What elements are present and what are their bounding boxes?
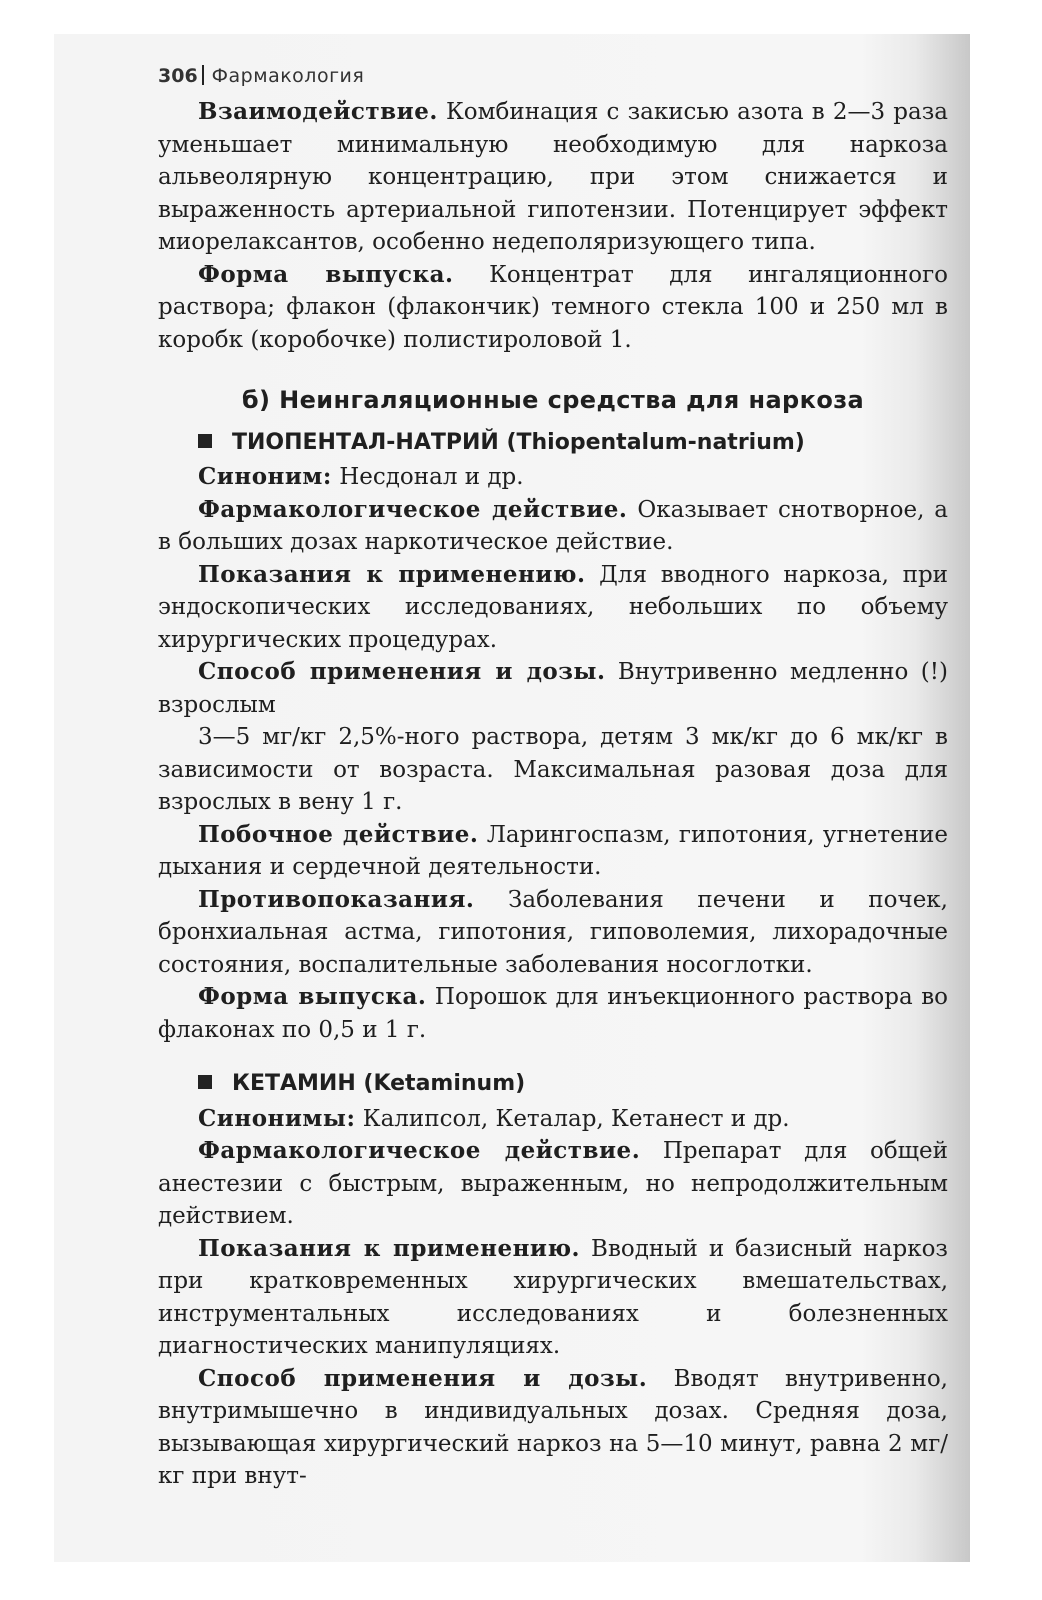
paragraph-release-form bbox=[158, 981, 948, 1046]
drug-name: КЕТАМИН (Ketaminum) bbox=[232, 1071, 526, 1096]
paragraph-label: Способ применения и дозы. bbox=[198, 658, 606, 685]
paragraph-synonym bbox=[158, 461, 948, 494]
scanned-page bbox=[54, 34, 970, 1562]
paragraph-contraindications bbox=[158, 884, 948, 982]
paragraph-label: Взаимодействие. bbox=[198, 98, 438, 125]
paragraph-label: Противопоказания. bbox=[198, 885, 475, 913]
paragraph-text: 3—5 мг/кг 2,5%-ного раствора, детям 3 мк/кг до 6 мк/кг в зависимости от возраста. Максимальная разовая доза для взрослых в вену 1 г. bbox=[158, 724, 948, 815]
paragraph-text: Вводный и базисный наркоз при кратковременных хирургических вмешательствах, инструментальных исследованиях и болезненных диагностических манипуляциях. bbox=[158, 1235, 948, 1359]
paragraph-label: Форма выпуска. bbox=[198, 260, 454, 288]
paragraph-label: Побочное действие. bbox=[198, 820, 479, 848]
page-text bbox=[158, 60, 948, 1493]
paragraph-interaction bbox=[158, 96, 948, 259]
square-bullet-icon bbox=[198, 434, 212, 448]
paragraph-label: Форма выпуска. bbox=[198, 983, 427, 1010]
running-head bbox=[158, 60, 948, 90]
paragraph-label: Способ применения и дозы. bbox=[198, 1364, 648, 1392]
paragraph-text: Порошок для инъекционного раствора во флаконах по 0,5 и 1 г. bbox=[158, 984, 948, 1043]
paragraph-dosage bbox=[158, 656, 948, 721]
paragraph-indications bbox=[158, 559, 948, 657]
square-bullet-icon bbox=[198, 1075, 212, 1089]
paragraph-release-form bbox=[158, 259, 948, 357]
section-title: б) Неингаляционные средства для наркоза bbox=[241, 386, 865, 414]
paragraph-pharmacological-action bbox=[158, 494, 948, 559]
paragraph-side-effects bbox=[158, 819, 948, 884]
paragraph-text: Несдонал и др. bbox=[331, 464, 524, 490]
drug-heading-ketamine bbox=[198, 1068, 948, 1101]
paragraph-indications bbox=[158, 1233, 948, 1363]
drug-name: ТИОПЕНТАЛ-НАТРИЙ (Thiopentalum-natrium) bbox=[232, 429, 805, 455]
paragraph-label: Синонимы: bbox=[198, 1104, 356, 1132]
drug-heading-thiopental bbox=[198, 427, 948, 460]
paragraph-label: Фармакологическое действие. bbox=[198, 1137, 641, 1164]
paragraph-label: Показания к применению. bbox=[198, 1234, 581, 1262]
paragraph-synonyms bbox=[158, 1103, 948, 1136]
paragraph-pharmacological-action bbox=[158, 1135, 948, 1233]
paragraph-text: Концентрат для ингаляционного раствора; флакон (флакончик) темного стекла 100 и 250 мл в коробк (коробочке) полистироловой 1. bbox=[158, 261, 948, 353]
paragraph-text: Вводят внутривенно, внутримышечно в индивидуальных дозах. Средняя доза, вызывающая хирургический наркоз на 5—10 минут, равна 2 мг/кг при внут- bbox=[158, 1365, 948, 1489]
paragraph-label: Синоним: bbox=[198, 463, 332, 490]
paragraph-text: Препарат для общей анестезии с быстрым, выраженным, но непродолжительным действием. bbox=[158, 1138, 949, 1229]
paragraph-text: Комбинация с закисью азота в 2—3 раза уменьшает минимальную необходимую для наркоза альвеолярную концентрацию, при этом снижается и выраженность артериальной гипотензии. Потенцирует эффект миорелаксантов, особенно недеполяризующего типа. bbox=[158, 99, 948, 255]
paragraph-dosage bbox=[158, 1363, 948, 1493]
paragraph-label: Фармакологическое действие. bbox=[198, 495, 628, 523]
paragraph-text: Оказывает снотворное, а в больших дозах наркотическое действие. bbox=[158, 496, 948, 555]
header-divider bbox=[202, 65, 204, 85]
running-title: Фармакология bbox=[211, 65, 365, 87]
page-number: 306 bbox=[158, 65, 198, 87]
paragraph-text: Заболевания печени и почек, бронхиальная астма, гипотония, гиповолемия, лихорадочные состояния, воспалительные заболевания носоглотки. bbox=[158, 886, 948, 978]
paragraph-text: Внутривенно медленно (!) взрослым bbox=[158, 659, 948, 718]
paragraph-dosage-continued bbox=[158, 721, 948, 819]
paragraph-label: Показания к применению. bbox=[198, 560, 586, 588]
paragraph-text: Для вводного наркоза, при эндоскопических исследованиях, небольших по объему хирургических процедурах. bbox=[158, 561, 948, 653]
paragraph-text: Ларингоспазм, гипотония, угнетение дыхания и сердечной деятельности. bbox=[158, 821, 948, 880]
paragraph-text: Калипсол, Кеталар, Кетанест и др. bbox=[355, 1105, 790, 1132]
